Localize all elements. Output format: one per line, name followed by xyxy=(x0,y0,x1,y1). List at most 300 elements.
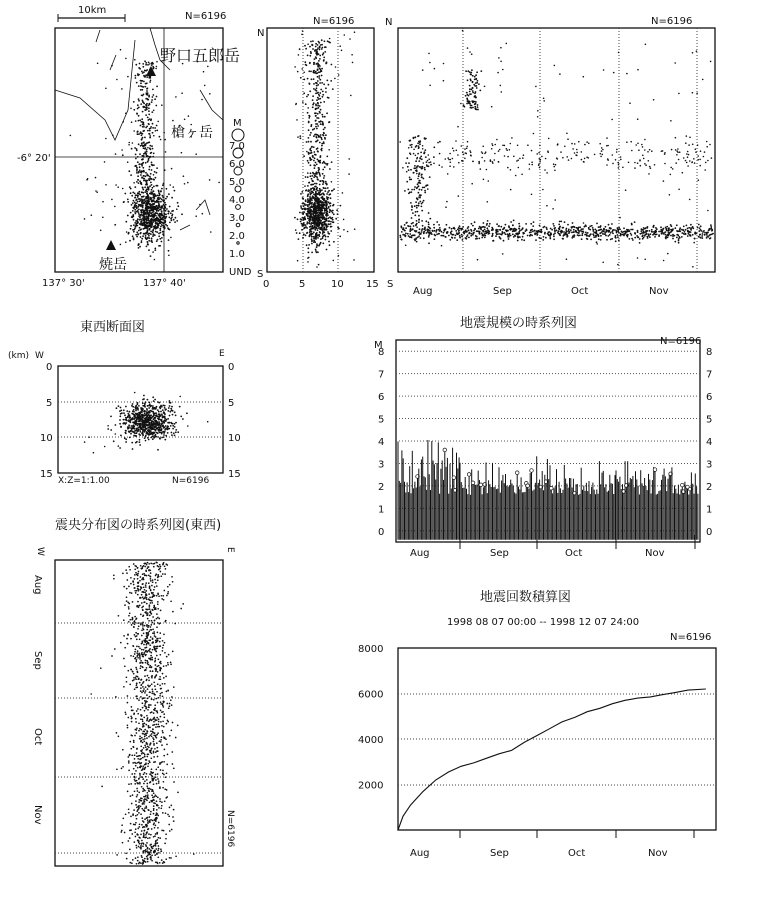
epicenter-dot xyxy=(142,95,144,97)
epicenter-dot xyxy=(135,77,137,79)
epicenter-dot xyxy=(159,245,161,247)
hypocenter-dot xyxy=(318,227,320,229)
hypocenter-dot xyxy=(315,115,317,117)
epicenter-dot xyxy=(177,205,179,207)
event-dot xyxy=(451,228,453,230)
hypocenter-dot xyxy=(311,243,313,245)
hypocenter-dot xyxy=(310,148,312,150)
event-dot xyxy=(134,574,136,576)
event-dot xyxy=(695,148,697,150)
hypocenter-dot xyxy=(315,162,317,164)
hypocenter-dot xyxy=(326,62,328,64)
hypocenter-dot xyxy=(320,149,322,151)
event-dot xyxy=(614,229,616,231)
epicenter-dot xyxy=(150,126,152,128)
event-dot xyxy=(415,155,417,157)
event-dot xyxy=(430,161,432,163)
hypocenter-dot xyxy=(319,180,321,182)
event-dot xyxy=(602,262,604,264)
epicenter-dot xyxy=(161,218,163,220)
hypocenter-dot xyxy=(330,202,332,204)
hypocenter-dot xyxy=(93,452,95,454)
event-dot xyxy=(617,162,619,164)
event-dot xyxy=(465,238,467,240)
event-dot xyxy=(473,230,475,232)
epicenter-dot xyxy=(125,58,127,60)
epicenter-dot xyxy=(142,205,144,207)
event-dot xyxy=(411,235,413,237)
hypocenter-dot xyxy=(307,55,309,57)
hypocenter-dot xyxy=(321,114,323,116)
hypocenter-dot xyxy=(301,34,303,36)
epicenter-dot xyxy=(165,204,167,206)
event-dot xyxy=(534,232,536,234)
event-dot xyxy=(696,50,698,52)
event-dot xyxy=(428,162,430,164)
epicenter-dot xyxy=(136,82,138,84)
event-dot xyxy=(621,231,623,233)
epicenter-dot xyxy=(152,251,154,253)
event-dot xyxy=(421,174,423,176)
epicenter-dot xyxy=(140,89,142,91)
event-dot xyxy=(146,667,148,669)
event-dot xyxy=(553,238,555,240)
hypocenter-dot xyxy=(316,183,318,185)
event-dot xyxy=(481,237,483,239)
hypocenter-dot xyxy=(310,206,312,208)
epicenter-dot xyxy=(154,221,156,223)
hypocenter-dot xyxy=(330,230,332,232)
event-dot xyxy=(598,238,600,240)
epicenter-dot xyxy=(135,226,137,228)
event-dot xyxy=(704,169,706,171)
epicenter-dot xyxy=(145,180,147,182)
event-dot xyxy=(626,229,628,231)
event-dot xyxy=(589,225,591,227)
event-dot xyxy=(514,235,516,237)
event-dot xyxy=(162,640,164,642)
event-dot xyxy=(571,158,573,160)
epicenter-dot xyxy=(187,182,189,184)
hypocenter-dot xyxy=(125,441,127,443)
event-dot xyxy=(593,235,595,237)
hypocenter-dot xyxy=(157,409,159,411)
event-dot xyxy=(428,212,430,214)
hypocenter-dot xyxy=(148,439,150,441)
event-dot xyxy=(141,649,143,651)
event-dot xyxy=(149,608,151,610)
event-dot xyxy=(521,174,523,176)
hypocenter-dot xyxy=(325,239,327,241)
event-dot xyxy=(449,227,451,229)
event-dot xyxy=(650,167,652,169)
event-dot xyxy=(556,157,558,159)
event-dot xyxy=(149,604,151,606)
epicenter-dot xyxy=(157,121,159,123)
event-dot xyxy=(154,704,156,706)
event-dot xyxy=(475,96,477,98)
event-dot xyxy=(418,175,420,177)
event-dot xyxy=(414,214,416,216)
epicenter-dot xyxy=(171,217,173,219)
ns-time-s-label: S xyxy=(387,279,394,290)
event-dot xyxy=(615,240,617,242)
hypocenter-dot xyxy=(313,102,315,104)
event-dot xyxy=(429,218,431,220)
epicenter-dot xyxy=(133,219,135,221)
epicenter-dot xyxy=(144,186,146,188)
epicenter-dot xyxy=(146,92,148,94)
event-dot xyxy=(434,238,436,240)
event-dot xyxy=(494,144,496,146)
hypocenter-dot xyxy=(115,433,117,435)
epicenter-dot xyxy=(149,228,151,230)
event-dot xyxy=(416,207,418,209)
hypocenter-dot xyxy=(158,413,160,415)
epicenter-dot xyxy=(147,215,149,217)
event-dot xyxy=(142,686,144,688)
event-dot xyxy=(690,235,692,237)
epicenter-dot xyxy=(135,64,137,66)
hypocenter-dot xyxy=(302,197,304,199)
event-dot xyxy=(439,229,441,231)
event-dot xyxy=(571,143,573,145)
hypocenter-dot xyxy=(328,217,330,219)
event-dot xyxy=(470,107,472,109)
hypocenter-dot xyxy=(313,128,315,130)
event-dot xyxy=(567,138,569,140)
hypocenter-dot xyxy=(320,123,322,125)
event-dot xyxy=(155,726,157,728)
epicenter-dot xyxy=(142,189,144,191)
event-dot xyxy=(154,748,156,750)
event-dot xyxy=(504,232,506,234)
event-dot xyxy=(494,153,496,155)
event-dot xyxy=(525,223,527,225)
epicenter-dot xyxy=(139,169,141,171)
event-dot xyxy=(418,145,420,147)
event-dot xyxy=(170,662,172,664)
epicenter-dot xyxy=(144,191,146,193)
event-dot xyxy=(438,233,440,235)
epicenter-dot xyxy=(174,221,176,223)
epicenter-dot xyxy=(105,88,107,90)
epicenter-dot xyxy=(162,184,164,186)
hypocenter-dot xyxy=(142,402,144,404)
epicenter-dot xyxy=(175,217,177,219)
hypocenter-dot xyxy=(116,407,118,409)
epicenter-dot xyxy=(132,142,134,144)
epicenter-dot xyxy=(145,162,147,164)
event-dot xyxy=(706,235,708,237)
hypocenter-dot xyxy=(169,411,171,413)
hypocenter-dot xyxy=(312,155,314,157)
event-dot xyxy=(409,233,411,235)
hypocenter-dot xyxy=(314,154,316,156)
event-dot xyxy=(637,231,639,233)
event-dot xyxy=(509,229,511,231)
event-dot xyxy=(618,240,620,242)
epicenter-dot xyxy=(160,139,162,141)
event-dot xyxy=(547,150,549,152)
event-dot xyxy=(548,231,550,233)
hypocenter-dot xyxy=(308,204,310,206)
hypocenter-dot xyxy=(317,92,319,94)
event-dot xyxy=(135,857,137,859)
event-dot xyxy=(433,146,435,148)
epicenter-dot xyxy=(145,83,147,85)
epicenter-dot xyxy=(147,212,149,214)
epicenter-dot xyxy=(131,216,133,218)
event-dot xyxy=(448,159,450,161)
epicenter-dot xyxy=(154,171,156,173)
hypocenter-dot xyxy=(120,410,122,412)
epicenter-dot xyxy=(105,138,107,140)
event-dot xyxy=(605,235,607,237)
epicenter-dot xyxy=(150,173,152,175)
epicenter-dot xyxy=(149,185,151,187)
epicenter-dot xyxy=(131,204,133,206)
epicenter-dot xyxy=(159,229,161,231)
event-dot xyxy=(611,119,613,121)
event-dot xyxy=(509,149,511,151)
event-dot xyxy=(483,222,485,224)
epicenter-dot xyxy=(121,149,123,151)
event-dot xyxy=(479,233,481,235)
hypocenter-dot xyxy=(324,200,326,202)
hypocenter-dot xyxy=(149,404,151,406)
event-dot xyxy=(471,183,473,185)
event-dot xyxy=(472,161,474,163)
hypocenter-dot xyxy=(329,168,331,170)
event-dot xyxy=(554,227,556,229)
epicenter-dot xyxy=(155,215,157,217)
epicenter-dot xyxy=(136,131,138,133)
hypocenter-dot xyxy=(329,244,331,246)
hypocenter-dot xyxy=(327,163,329,165)
epicenter-dot xyxy=(157,210,159,212)
event-dot xyxy=(572,222,574,224)
event-dot xyxy=(581,159,583,161)
event-dot xyxy=(153,743,155,745)
hypocenter-dot xyxy=(143,398,145,400)
event-dot xyxy=(590,239,592,241)
epicenter-dot xyxy=(147,219,149,221)
hypocenter-dot xyxy=(118,405,120,407)
event-dot xyxy=(692,92,694,94)
hypocenter-dot xyxy=(311,215,313,217)
epicenter-dot xyxy=(152,123,154,125)
event-dot xyxy=(564,221,566,223)
hypocenter-dot xyxy=(309,46,311,48)
event-dot xyxy=(710,61,712,63)
hypocenter-dot xyxy=(139,427,141,429)
epicenter-dot xyxy=(184,119,186,121)
event-dot xyxy=(458,162,460,164)
event-dot xyxy=(561,230,563,232)
event-dot xyxy=(545,158,547,160)
event-dot xyxy=(576,149,578,151)
epicenter-dot xyxy=(86,179,88,181)
hypocenter-dot xyxy=(301,223,303,225)
epicenter-dot xyxy=(156,200,158,202)
event-dot xyxy=(156,585,158,587)
epicenter-dot xyxy=(145,190,147,192)
event-dot xyxy=(488,180,490,182)
event-dot xyxy=(462,160,464,162)
event-dot xyxy=(466,92,468,94)
epicenter-dot xyxy=(150,118,152,120)
hypocenter-dot xyxy=(331,161,333,163)
epicenter-dot xyxy=(143,130,145,132)
epicenter-dot xyxy=(145,64,147,66)
epicenter-dot xyxy=(153,153,155,155)
event-dot xyxy=(459,225,461,227)
epicenter-dot xyxy=(149,166,151,168)
event-dot xyxy=(492,233,494,235)
event-dot xyxy=(692,161,694,163)
event-dot xyxy=(615,159,617,161)
event-dot xyxy=(491,143,493,145)
event-dot xyxy=(148,679,150,681)
event-dot xyxy=(645,164,647,166)
event-dot xyxy=(487,201,489,203)
event-dot xyxy=(491,235,493,237)
hypocenter-dot xyxy=(306,214,308,216)
epicenter-dot xyxy=(155,68,157,70)
epicenter-dot xyxy=(156,240,158,242)
event-dot xyxy=(419,140,421,142)
hypocenter-dot xyxy=(154,429,156,431)
hypocenter-dot xyxy=(139,412,141,414)
epicenter-dot xyxy=(167,210,169,212)
epicenter-dot xyxy=(148,62,150,64)
magnitude-legend-circle xyxy=(232,129,244,141)
event-dot xyxy=(428,226,430,228)
event-dot xyxy=(405,162,407,164)
event-dot xyxy=(634,221,636,223)
event-dot xyxy=(446,224,448,226)
event-dot xyxy=(625,189,627,191)
event-dot xyxy=(572,148,574,150)
epicenter-dot xyxy=(134,186,136,188)
hypocenter-dot xyxy=(125,438,127,440)
hypocenter-dot xyxy=(120,426,122,428)
epicenter-dot xyxy=(132,210,134,212)
event-dot xyxy=(472,102,474,104)
event-dot xyxy=(668,233,670,235)
hypocenter-dot xyxy=(306,96,308,98)
epicenter-dot xyxy=(151,145,153,147)
event-dot xyxy=(672,235,674,237)
epicenter-dot xyxy=(160,222,162,224)
event-dot xyxy=(684,231,686,233)
hypocenter-dot xyxy=(324,166,326,168)
epicenter-dot xyxy=(145,208,147,210)
hypocenter-dot xyxy=(119,423,121,425)
hypocenter-dot xyxy=(145,414,147,416)
event-dot xyxy=(456,233,458,235)
event-dot xyxy=(612,233,614,235)
event-dot xyxy=(686,135,688,137)
epicenter-dot xyxy=(150,231,152,233)
event-dot xyxy=(156,618,158,620)
hypocenter-dot xyxy=(326,80,328,82)
event-dot xyxy=(421,220,423,222)
hypocenter-dot xyxy=(332,205,334,207)
hypocenter-dot xyxy=(137,416,139,418)
event-dot xyxy=(627,234,629,236)
epicenter-dot xyxy=(141,121,143,123)
epicenter-dot xyxy=(181,152,183,154)
event-dot xyxy=(137,594,139,596)
hypocenter-dot xyxy=(312,219,314,221)
hypocenter-dot xyxy=(324,40,326,42)
hypocenter-dot xyxy=(156,432,158,434)
epicenter-dot xyxy=(70,135,72,137)
hypocenter-dot xyxy=(327,40,329,42)
epicenter-dot xyxy=(136,181,138,183)
event-dot xyxy=(440,235,442,237)
hypocenter-dot xyxy=(124,414,126,416)
hypocenter-dot xyxy=(312,180,314,182)
event-dot xyxy=(709,228,711,230)
epicenter-dot xyxy=(141,177,143,179)
event-dot xyxy=(649,230,651,232)
hypocenter-dot xyxy=(313,63,315,65)
event-dot xyxy=(623,227,625,229)
event-dot xyxy=(471,89,473,91)
event-dot xyxy=(131,803,133,805)
event-dot xyxy=(618,52,620,54)
event-dot xyxy=(688,154,690,156)
event-dot xyxy=(700,150,702,152)
event-dot xyxy=(144,756,146,758)
event-dot xyxy=(562,157,564,159)
event-dot xyxy=(149,644,151,646)
hypocenter-dot xyxy=(316,52,318,54)
event-dot xyxy=(581,228,583,230)
event-dot xyxy=(671,149,673,151)
hypocenter-dot xyxy=(333,241,335,243)
event-dot xyxy=(586,233,588,235)
event-dot xyxy=(163,755,165,757)
event-dot xyxy=(692,52,694,54)
hypocenter-dot xyxy=(315,123,317,125)
event-dot xyxy=(537,116,539,118)
event-dot xyxy=(563,235,565,237)
event-dot xyxy=(574,235,576,237)
event-dot xyxy=(566,228,568,230)
hypocenter-dot xyxy=(307,195,309,197)
event-dot xyxy=(151,693,153,695)
epicenter-dot xyxy=(136,220,138,222)
epicenter-dot xyxy=(139,166,141,168)
event-dot xyxy=(144,625,146,627)
hypocenter-dot xyxy=(308,70,310,72)
hypocenter-dot xyxy=(141,427,143,429)
event-dot xyxy=(539,167,541,169)
event-dot xyxy=(409,192,411,194)
epicenter-dot xyxy=(155,130,157,132)
event-dot xyxy=(578,232,580,234)
epicenter-dot xyxy=(209,93,211,95)
event-dot xyxy=(162,695,164,697)
event-dot xyxy=(123,658,125,660)
event-dot xyxy=(427,160,429,162)
event-dot xyxy=(143,799,145,801)
event-dot xyxy=(466,146,468,148)
